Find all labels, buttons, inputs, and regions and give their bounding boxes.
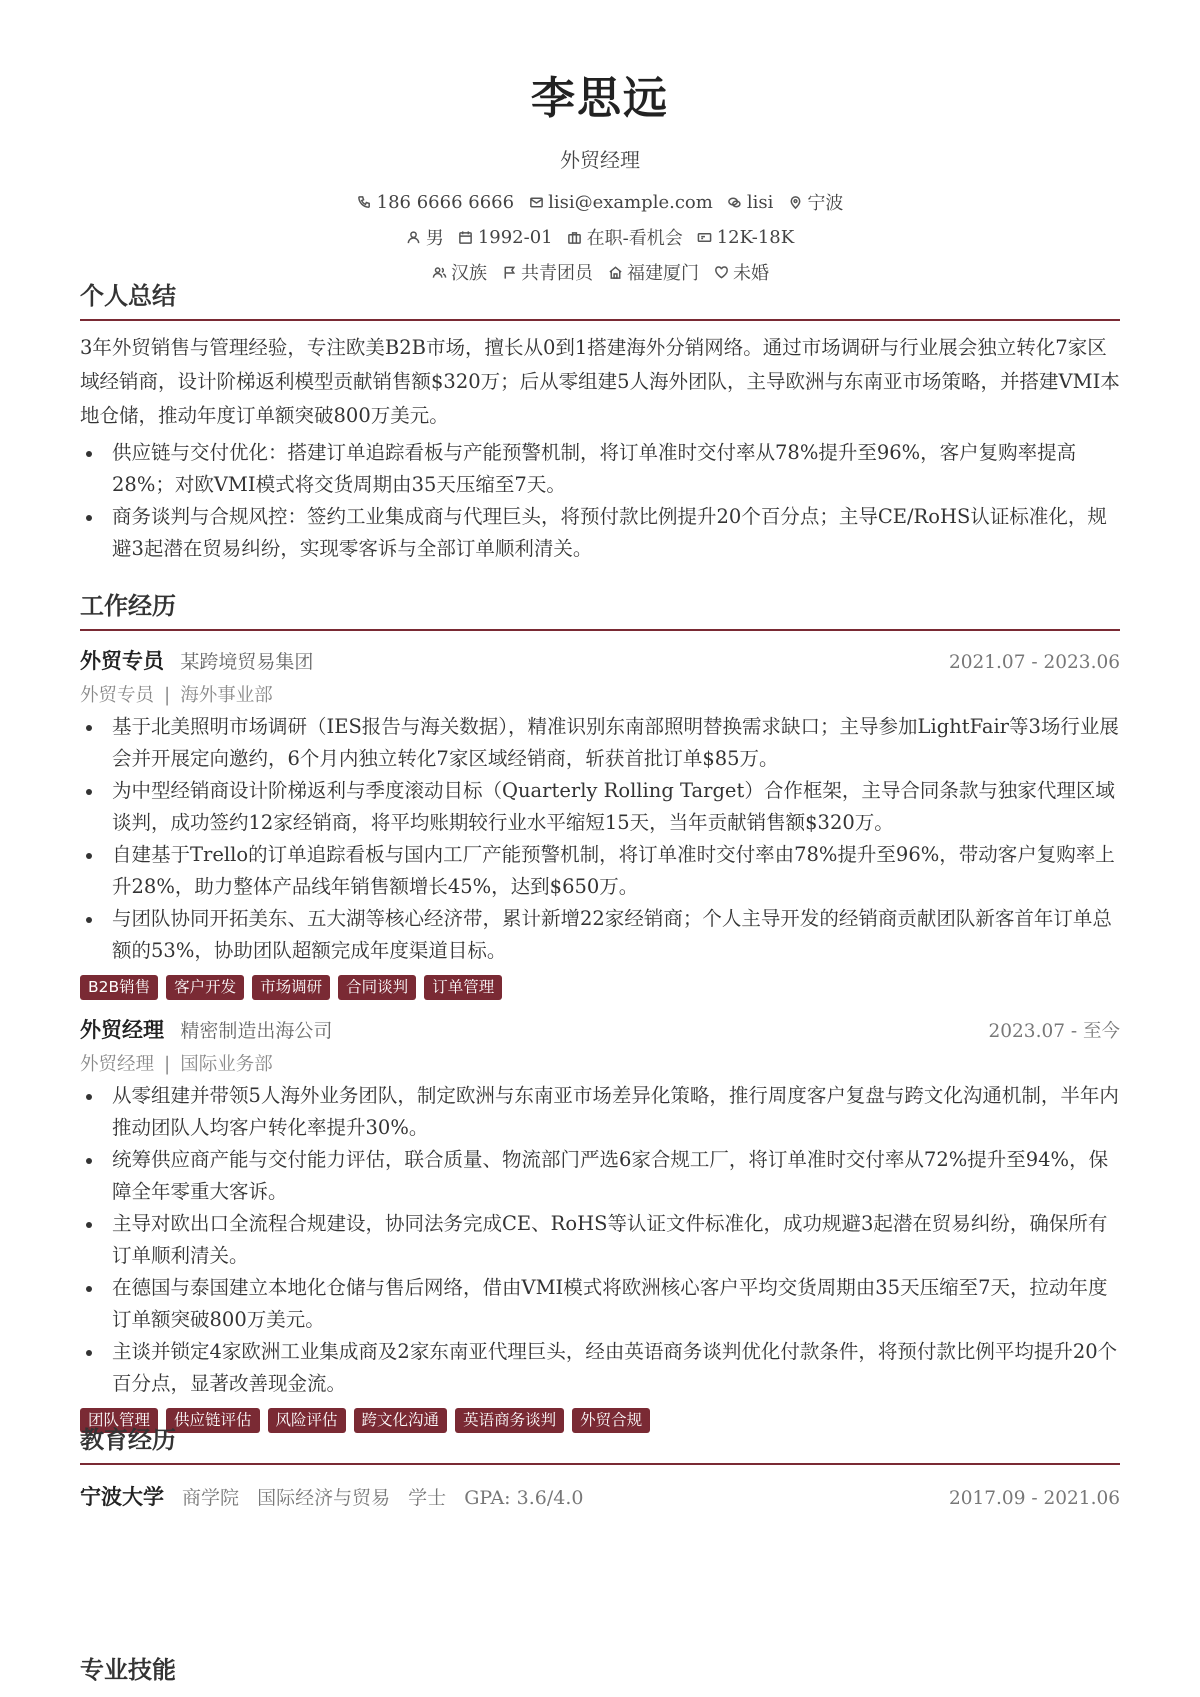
summary-bullets	[80, 437, 1120, 565]
politics-text: 共青团员	[521, 263, 593, 284]
gender-text: 男	[425, 228, 444, 249]
status-text: 在职-看机会	[586, 228, 683, 249]
school-name: 宁波大学	[80, 1484, 164, 1509]
job-separator: |	[164, 685, 171, 706]
target-job-title: 外贸经理	[560, 148, 640, 172]
skill-tag: 风险评估	[268, 1408, 346, 1433]
contact-phone	[357, 192, 514, 213]
job-header	[80, 645, 1120, 675]
money-icon	[697, 229, 713, 245]
hometown-text: 福建厦门	[627, 263, 699, 284]
job-bullet: 从零组建并带领5人海外业务团队，制定欧洲与东南亚市场差异化策略，推行周度客户复盘与跨文化沟通机制，半年内推动团队人均客户转化率提升30%。	[112, 1080, 1120, 1144]
phone-text: 186 6666 6666	[376, 191, 515, 213]
work-title: 工作经历	[80, 586, 1120, 631]
job-dept: 海外事业部	[180, 685, 273, 706]
wechat-text: lisi	[746, 191, 774, 213]
job-role: 外贸经理	[80, 1054, 155, 1075]
gpa: GPA: 3.6/4.0	[464, 1487, 584, 1509]
marital-text: 未婚	[733, 263, 769, 284]
skill-tag: 英语商务谈判	[455, 1408, 564, 1433]
job-role: 外贸专员	[80, 685, 155, 706]
summary-title: 个人总结	[80, 276, 1120, 321]
job-bullet: 基于北美照明市场调研（IES报告与海关数据），精准识别东南部照明替换需求缺口；主导参加LightFair等3场行业展会并开展定向邀约，6个月内独立转化7家区域经销商，斩获首批订单$85万。	[112, 711, 1120, 775]
info-birth	[458, 227, 553, 248]
salary-text: 12K-18K	[716, 226, 795, 248]
mail-icon	[528, 194, 544, 210]
job-bullet: 自建基于Trello的订单追踪看板与国内工厂产能预警机制，将订单准时交付率由78%提升至96%，带动客户复购率上升28%，助力整体产品线年销售额增长45%，达到$650万。	[112, 839, 1120, 903]
info-salary	[697, 227, 794, 248]
resume-header	[0, 62, 1200, 287]
job-bullet: 主谈并锁定4家欧洲工业集成商及2家东南亚代理巨头，经由英语商务谈判优化付款条件，将预付款比例平均提升20个百分点，显著改善现金流。	[112, 1336, 1120, 1400]
summary-paragraph: 3年外贸销售与管理经验，专注欧美B2B市场，擅长从0到1搭建海外分销网络。通过市场调研与行业展会独立转化7家区域经销商，设计阶梯返利模型贡献销售额$320万；后从零组建5人海外团队，主导欧洲与东南亚市场策略，并搭建VMI本地仓储，推动年度订单额突破800万美元。	[80, 336, 1120, 427]
ethnicity-text: 汉族	[451, 263, 487, 284]
user-icon	[406, 229, 422, 245]
contact-row	[0, 187, 1200, 217]
skill-tag: 供应链评估	[166, 1408, 260, 1433]
job-subline	[80, 681, 1120, 707]
skill-tag: 市场调研	[252, 975, 330, 1000]
skill-tag: 跨文化沟通	[354, 1408, 448, 1433]
location-icon	[787, 194, 803, 210]
job-entry	[80, 1014, 1120, 1433]
candidate-name: 李思远	[531, 73, 669, 124]
job-bullet: 为中型经销商设计阶梯返利与季度滚动目标（Quarterly Rolling Target）合作框架，主导合同条款与独家代理区域谈判，成功签约12家经销商，将平均账期较行业水平缩短15天，当年贡献销售额$320万。	[112, 775, 1120, 839]
skill-tag: B2B销售	[80, 975, 158, 1000]
education-entry	[80, 1481, 1120, 1511]
summary-section	[80, 276, 1120, 565]
job-separator: |	[164, 1054, 171, 1075]
job-company: 精密制造出海公司	[180, 1020, 333, 1042]
phone-icon	[357, 194, 373, 210]
skill-tag: 团队管理	[80, 1408, 158, 1433]
college-name: 商学院	[182, 1487, 240, 1509]
job-company: 某跨境贸易集团	[180, 651, 314, 673]
email-text: lisi@example.com	[548, 191, 713, 213]
birth-text: 1992-01	[477, 226, 553, 248]
job-dates: 2023.07 - 至今	[988, 1021, 1120, 1042]
education-title: 教育经历	[80, 1420, 1120, 1465]
skill-tags	[80, 975, 1120, 1000]
info-status	[567, 224, 683, 250]
wechat-icon	[727, 194, 743, 210]
job-subline	[80, 1050, 1120, 1076]
skill-tag: 外贸合规	[572, 1408, 650, 1433]
summary-bullet: 商务谈判与合规风控：签约工业集成商与代理巨头，将预付款比例提升20个百分点；主导CE/RoHS认证标准化，规避3起潜在贸易纠纷，实现零客诉与全部订单顺利清关。	[112, 501, 1120, 565]
contact-email	[528, 192, 713, 213]
job-entry	[80, 645, 1120, 1000]
skill-tag: 客户开发	[166, 975, 244, 1000]
job-dept: 国际业务部	[180, 1054, 273, 1075]
location-text: 宁波	[807, 193, 844, 214]
job-bullet: 统筹供应商产能与交付能力评估，联合质量、物流部门严选6家合规工厂，将订单准时交付率从72%提升至94%，保障全年零重大客诉。	[112, 1144, 1120, 1208]
contact-location	[787, 189, 843, 215]
job-bullets	[80, 1080, 1120, 1400]
calendar-icon	[458, 229, 474, 245]
summary-bullet: 供应链与交付优化：搭建订单追踪看板与产能预警机制，将订单准时交付率从78%提升至96%，客户复购率提高28%；对欧VMI模式将交货周期由35天压缩至7天。	[112, 437, 1120, 501]
skill-tag: 订单管理	[424, 975, 502, 1000]
education-dates: 2017.09 - 2021.06	[948, 1488, 1120, 1509]
briefcase-icon	[567, 229, 583, 245]
skill-tag: 合同谈判	[338, 975, 416, 1000]
job-dates: 2021.07 - 2023.06	[948, 652, 1120, 673]
job-bullet: 主导对欧出口全流程合规建设，协同法务完成CE、RoHS等认证文件标准化，成功规避3起潜在贸易纠纷，确保所有订单顺利清关。	[112, 1208, 1120, 1272]
info-row	[0, 222, 1200, 252]
job-bullets	[80, 711, 1120, 967]
job-position: 外贸经理	[80, 1017, 164, 1042]
major-name: 国际经济与贸易	[257, 1487, 391, 1509]
contact-wechat	[727, 192, 774, 213]
education-section	[80, 1420, 1120, 1511]
info-gender	[406, 224, 444, 250]
work-section	[80, 586, 1120, 1433]
job-bullet: 在德国与泰国建立本地化仓储与售后网络，借由VMI模式将欧洲核心客户平均交货周期由35天压缩至7天，拉动年度订单额突破800万美元。	[112, 1272, 1120, 1336]
degree: 学士	[408, 1487, 447, 1509]
job-bullet: 与团队协同开拓美东、五大湖等核心经济带，累计新增22家经销商；个人主导开发的经销商贡献团队新客首年订单总额的53%，协助团队超额完成年度渠道目标。	[112, 903, 1120, 967]
skills-section	[80, 1650, 1120, 1693]
skills-title: 专业技能	[80, 1655, 176, 1684]
job-header	[80, 1014, 1120, 1044]
job-position: 外贸专员	[80, 648, 164, 673]
